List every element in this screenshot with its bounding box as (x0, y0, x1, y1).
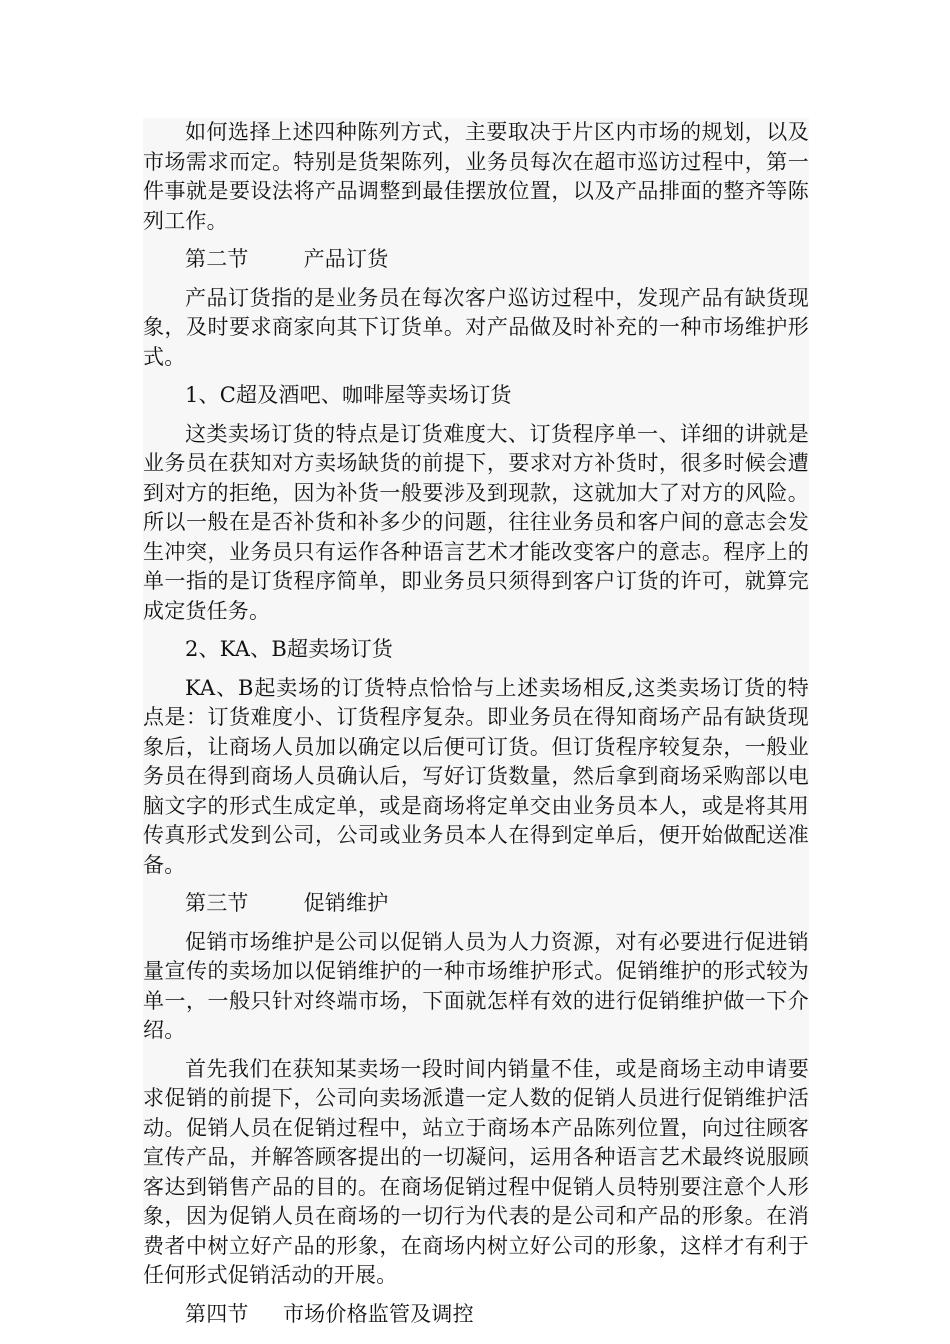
paragraph-promotion-process: 首先我们在获知某卖场一段时间内销量不佳，或是商场主动申请要求促销的前提下，公司向卖场派遣一定人数的促销人员进行促销维护活动。促销人员在促销过程中，站立于商场本产品陈列位置，向过往顾客宣传产品，并解答顾客提出的一切凝问，运用各种语言艺术最终说服顾客达到销售产品的目的。在商场促销过程中促销人员特别要注意个人形象，因为促销人员在商场的一切行为代表的是公司和产品的形象。在消费者中树立好产品的形象，在商场内树立好公司的形象，这样才有利于任何形式促销活动的开展。 (143, 1056, 809, 1287)
subheading-c-store-ordering: 1、C超及酒吧、咖啡屋等卖场订货 (185, 383, 512, 407)
paragraph-c-store-ordering: 这类卖场订货的特点是订货难度大、订货程序单一、详细的讲就是业务员在获知对方卖场缺货的前提下，要求对方补货时，很多时候会遭到对方的拒绝，因为补货一般要涉及到现款，这就加大了对方的风险。所以一般在是否补货和补多少的问题，往往业务员和客户间的意志会发生冲突，业务员只有运作各种语言艺术才能改变客户的意志。程序上的单一指的是订货程序简单，即业务员只须得到客户订货的许可，就算完成定货任务。 (143, 421, 809, 623)
section-heading-price-regulation: 第四节 市场价格监管及调控 (185, 1301, 474, 1326)
subheading-ka-b-store-ordering: 2、KA、B超卖场订货 (185, 637, 393, 661)
document-page (143, 118, 809, 1326)
paragraph-ordering-definition: 产品订货指的是业务员在每次客户巡访过程中，发现产品有缺货现象，及时要求商家向其下订货单。对产品做及时补充的一种市场维护形式。 (143, 285, 809, 369)
paragraph-display-methods: 如何选择上述四种陈列方式，主要取决于片区内市场的规划，以及市场需求而定。特别是货架陈列，业务员每次在超市巡访过程中，第一件事就是要设法将产品调整到最佳摆放位置，以及产品排面的整齐等陈列工作。 (143, 120, 809, 233)
section-heading-promotion: 第三节 促销维护 (185, 891, 389, 915)
paragraph-promotion-definition: 促销市场维护是公司以促销人员为人力资源，对有必要进行促进销量宣传的卖场加以促销维护的一种市场维护形式。促销维护的形式较为单一，一般只针对终端市场，下面就怎样有效的进行促销维护做一下介绍。 (143, 929, 809, 1042)
section-heading-product-ordering: 第二节 产品订货 (185, 247, 389, 271)
paragraph-ka-b-store-ordering: KA、B起卖场的订货特点恰恰与上述卖场相反,这类卖场订货的特点是：订货难度小、订货程序复杂。即业务员在得知商场产品有缺货现象后，让商场人员加以确定以后便可订货。但订货程序较复杂，一般业务员在得到商场人员确认后，写好订货数量，然后拿到商场采购部以电脑文字的形式生成定单，或是商场将定单交由业务员本人，或是将其用传真形式发到公司，公司或业务员本人在得到定单后，便开始做配送准备。 (143, 675, 809, 877)
